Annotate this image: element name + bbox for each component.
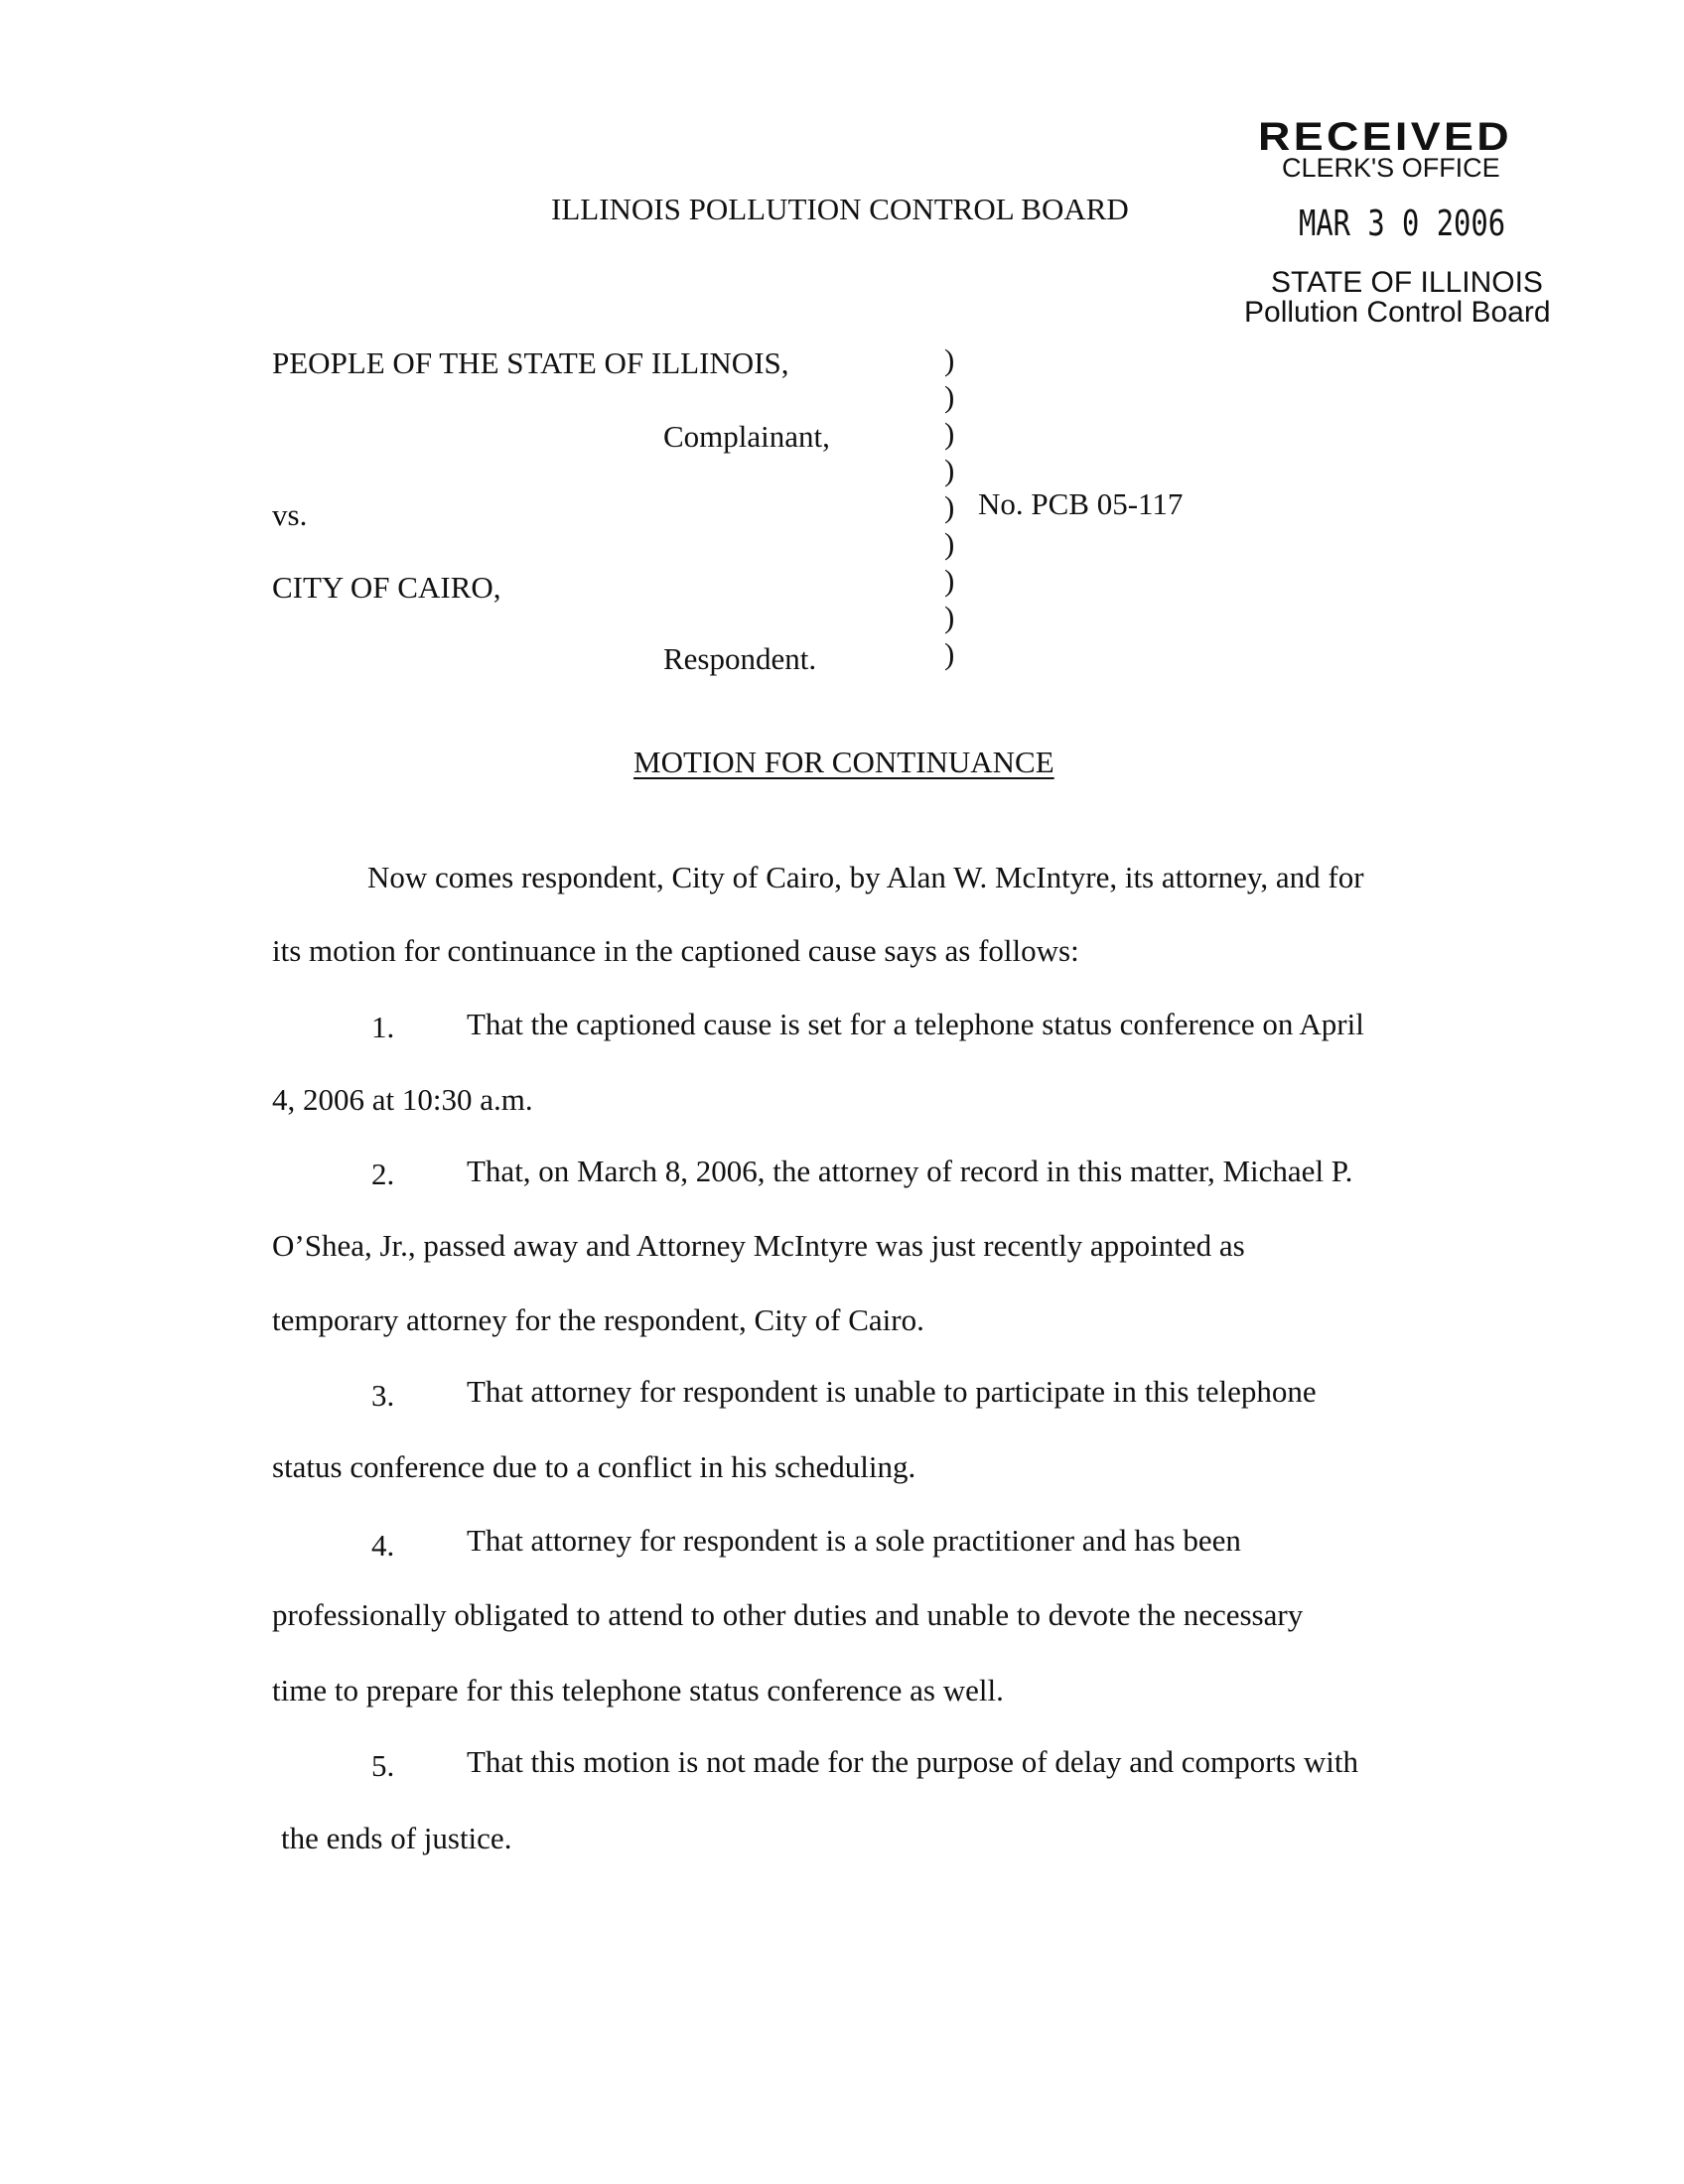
stamp-received-text: RECEIVED	[1258, 115, 1512, 159]
item-number: 5.	[371, 1748, 395, 1783]
caption-paren: )	[944, 379, 955, 414]
caption-defendant-role: Respondent.	[663, 641, 817, 676]
item-number: 2.	[371, 1157, 395, 1191]
stamp-clerks-office: CLERK'S OFFICE	[1282, 153, 1500, 183]
intro-line: its motion for continuance in the captioned cause says as follows:	[272, 933, 1079, 968]
stamp-state: STATE OF ILLINOIS	[1271, 266, 1543, 299]
caption-paren: )	[944, 489, 955, 524]
item-continuation: status conference due to a conflict in his scheduling.	[272, 1449, 916, 1484]
item-number: 3.	[371, 1378, 395, 1413]
item-continuation: the ends of justice.	[281, 1821, 512, 1855]
caption-plaintiff: PEOPLE OF THE STATE OF ILLINOIS,	[272, 345, 789, 380]
case-number: No. PCB 05-117	[978, 486, 1184, 521]
item-number: 4.	[371, 1528, 395, 1563]
item-continuation: time to prepare for this telephone status conference as well.	[272, 1673, 1004, 1707]
item-continuation: professionally obligated to attend to other duties and unable to devote the necessary	[272, 1597, 1304, 1632]
caption-paren: )	[944, 453, 955, 487]
caption-defendant: CITY OF CAIRO,	[272, 570, 501, 605]
caption-paren: )	[944, 526, 955, 561]
item-first-line: That this motion is not made for the purpose of delay and comports with	[467, 1744, 1358, 1779]
caption-versus: vs.	[272, 497, 308, 532]
item-first-line: That the captioned cause is set for a telephone status conference on April	[467, 1007, 1364, 1041]
motion-title: MOTION FOR CONTINUANCE	[633, 745, 1054, 779]
caption-paren: )	[944, 636, 955, 671]
caption-plaintiff-role: Complainant,	[663, 419, 830, 454]
board-heading: ILLINOIS POLLUTION CONTROL BOARD	[551, 192, 1129, 226]
item-continuation: 4, 2006 at 10:30 a.m.	[272, 1082, 533, 1117]
item-first-line: That, on March 8, 2006, the attorney of record in this matter, Michael P.	[467, 1154, 1353, 1188]
caption-paren: )	[944, 342, 955, 377]
stamp-board: Pollution Control Board	[1244, 296, 1551, 329]
caption-parenthesis-column	[944, 341, 964, 672]
caption-paren: )	[944, 600, 955, 634]
item-continuation: temporary attorney for the respondent, City of Cairo.	[272, 1302, 924, 1337]
stamp-date: MAR 3 0 2006	[1299, 204, 1506, 244]
item-first-line: That attorney for respondent is unable to participate in this telephone	[467, 1374, 1317, 1409]
caption-paren: )	[944, 416, 955, 451]
item-first-line: That attorney for respondent is a sole practitioner and has been	[467, 1523, 1241, 1558]
item-number: 1.	[371, 1010, 395, 1044]
item-continuation: O’Shea, Jr., passed away and Attorney McIntyre was just recently appointed as	[272, 1228, 1245, 1263]
caption-paren: )	[944, 563, 955, 598]
intro-line: Now comes respondent, City of Cairo, by Alan W. McIntyre, its attorney, and for	[367, 860, 1364, 894]
